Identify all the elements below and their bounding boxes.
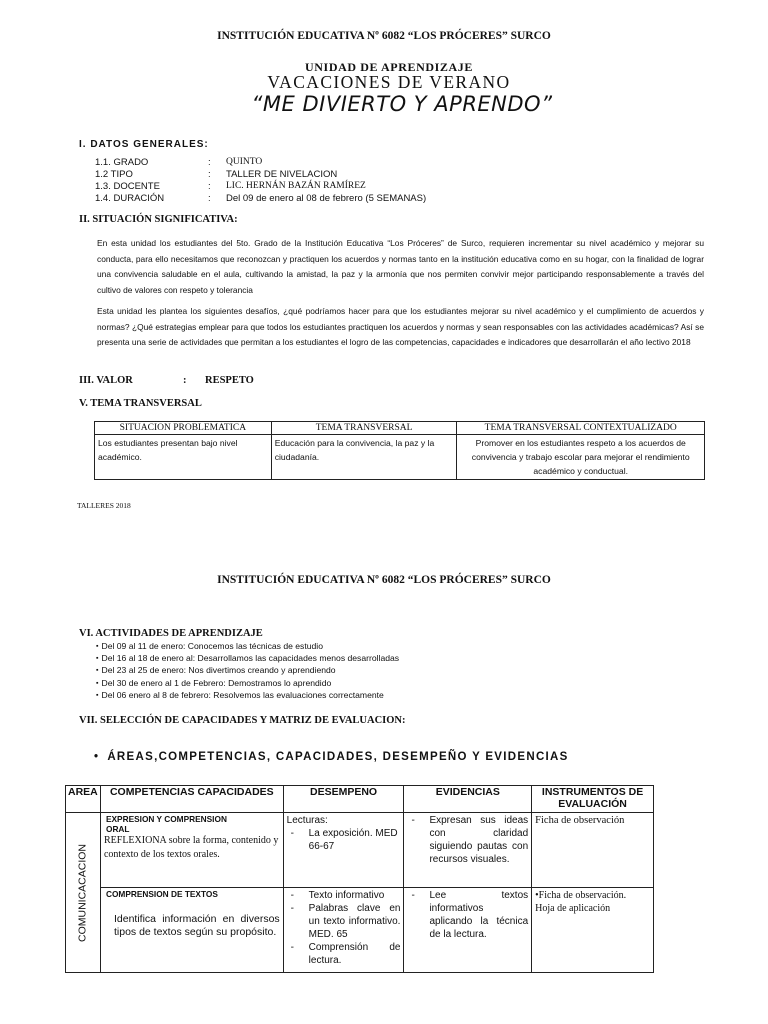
table-row [66, 813, 654, 888]
table-header-competencias: COMPETENCIAS CAPACIDADES [100, 786, 283, 813]
instrumentos-cell [532, 813, 654, 888]
valor-colon: : [183, 375, 187, 386]
desempeno-list [287, 827, 401, 853]
situacion-paragraph-2: Esta unidad les plantea los siguientes desafíos, ¿qué podríamos hacer para que los estudiantes mejorar su nivel académico y el cumplimiento de acuerdos y normas? ¿Qué estrategias emplear para que todos los estudiantes practiquen los acuerdos y normas y sean responsables con las actividades académicas? Así se presenta una serie de actividades que permitan a los estudiantes el logro de las competencias, capacidades e indicadores que desarrollarán el año lectivo 2018 [97, 306, 704, 348]
instrumentos-cell [532, 888, 654, 973]
unit-title: VACACIONES DE VERANO [267, 72, 511, 92]
desempeno-cell [283, 813, 404, 888]
instrumento-item: Hoja de aplicación [535, 903, 611, 914]
table-row [66, 888, 654, 973]
list-item: - Expresan sus ideas con claridad siguiendo pautas con recursos visuales. [407, 814, 528, 866]
table-header-cell: SITUACION PROBLEMATICA [95, 422, 272, 435]
section-datos-generales-title: I. DATOS GENERALES: [79, 139, 209, 150]
list-item: - Lee textos informativos aplicando la técnica de la lectura. [407, 889, 528, 941]
table-header-desempeno: DESEMPENO [283, 786, 404, 813]
list-item: - La exposición. MED 66-67 [287, 827, 401, 853]
datos-colon: : [208, 157, 211, 168]
table-cell: Promover en los estudiantes respeto a los acuerdos de convivencia y trabajo escolar para mejorar el rendimiento académico y conductual. [457, 435, 705, 480]
list-item: - Palabras clave en un texto informativo. MED. 65 [287, 902, 401, 941]
table-row [95, 435, 705, 480]
competencia-title: EXPRESION Y COMPRENSION ORAL [105, 814, 227, 834]
desempeno-intro: Lecturas: [286, 815, 328, 826]
instrumento-item: •Ficha de observación. [535, 890, 627, 901]
unit-motto: “ME DIVIERTO Y APRENDO” [251, 92, 553, 116]
datos-colon: : [208, 193, 211, 204]
competencia-cell [100, 888, 283, 973]
evidencias-list [407, 814, 528, 866]
list-item: - Comprensión de lectura. [287, 941, 401, 967]
actividades-list [96, 641, 399, 702]
table-header-cell: TEMA TRANSVERSAL [271, 422, 457, 435]
table-header-row [66, 786, 654, 813]
desempeno-list [287, 889, 401, 967]
section-actividades-title: VI. ACTIVIDADES DE APRENDIZAJE [79, 628, 263, 639]
areas-heading: • ÁREAS,COMPETENCIAS, CAPACIDADES, DESEMPEÑO Y EVIDENCIAS [94, 751, 569, 763]
table-header-evidencias: EVIDENCIAS [404, 786, 532, 813]
list-item: ▪ Del 09 al 11 de enero: Conocemos las técnicas de estudio [96, 641, 399, 653]
area-name: COMUNICACACION [76, 843, 89, 942]
table-header-instrumentos: INSTRUMENTOS DE EVALUACIÓN [532, 786, 654, 813]
table-cell: Educación para la convivencia, la paz y la ciudadanía. [271, 435, 457, 480]
datos-value: Del 09 de enero al 08 de febrero (5 SEMANAS) [226, 193, 427, 204]
competencia-text: REFLEXIONA sobre la forma, contenido y contexto de los textos orales. [103, 835, 279, 860]
list-item: ▪ Del 30 de enero al 1 de Febrero: Demostramos lo aprendido [96, 678, 399, 690]
evidencias-list [407, 889, 528, 941]
competencia-cell [100, 813, 283, 888]
page-footer: TALLERES 2018 [77, 501, 131, 510]
table-header-cell: TEMA TRANSVERSAL CONTEXTUALIZADO [457, 422, 705, 435]
list-item: ▪ Del 16 al 18 de enero al: Desarrollamos las capacidades menos desarrolladas [96, 653, 399, 665]
datos-colon: : [208, 181, 211, 192]
table-cell: Los estudiantes presentan bajo nivel académico. [95, 435, 272, 480]
list-item: - Texto informativo [287, 889, 401, 902]
table-header-area: AREA [66, 786, 101, 813]
section-tema-transversal-title: V. TEMA TRANSVERSAL [79, 398, 202, 409]
area-cell [66, 813, 101, 973]
datos-colon: : [208, 169, 211, 180]
valor-label: III. VALOR [79, 375, 133, 386]
institution-header: INSTITUCIÓN EDUCATIVA Nº 6082 “LOS PRÓCERES” SURCO [217, 30, 551, 42]
evidencias-cell [404, 888, 532, 973]
datos-label: 1.3. DOCENTE [95, 181, 160, 192]
tema-transversal-table [94, 421, 705, 480]
datos-label: 1.2 TIPO [95, 169, 133, 180]
desempeno-cell [283, 888, 404, 973]
datos-value: LIC. HERNÁN BAZÁN RAMÍREZ [226, 181, 366, 191]
datos-label: 1.1. GRADO [95, 157, 149, 168]
list-item: ▪ Del 06 enero al 8 de febrero: Resolvemos las evaluaciones correctamente [96, 690, 399, 702]
evaluation-matrix-table [65, 785, 654, 973]
datos-value: QUINTO [226, 157, 263, 167]
valor-value: RESPETO [205, 375, 254, 386]
competencia-text: Identifica información en diversos tipos de textos según su propósito. [113, 913, 280, 938]
section-seleccion-title: VII. SELECCIÓN DE CAPACIDADES Y MATRIZ DE EVALUACION: [79, 715, 406, 726]
competencia-title: COMPRENSION DE TEXTOS [105, 889, 218, 899]
evidencias-cell [404, 813, 532, 888]
institution-header: INSTITUCIÓN EDUCATIVA Nº 6082 “LOS PRÓCERES” SURCO [217, 574, 551, 586]
list-item: ▪ Del 23 al 25 de enero: Nos divertimos creando y aprendiendo [96, 665, 399, 677]
instrumento-item: Ficha de observación [535, 815, 625, 826]
datos-value: TALLER DE NIVELACION [226, 169, 338, 180]
section-situacion-title: II. SITUACIÓN SIGNIFICATIVA: [79, 214, 238, 225]
situacion-paragraph-1: En esta unidad los estudiantes del 5to. Grado de la Institución Educativa “Los Próceres” de Surco, requieren incrementar su nivel académico y mejorar su conducta, para ello necesitamos que reconozcan y practiquen los acuerdos y normas tanto en la institución educativa como en su hogar, con la finalidad de lograr una convivencia saludable en el aula, cultivando la amistad, la paz y la armonía que nos permiten convivir mejor participando responsablemente a través del cultivo de valores con respeto y tolerancia [97, 238, 704, 295]
unit-label: UNIDAD DE APRENDIZAJE [305, 60, 473, 74]
datos-label: 1.4. DURACIÓN [95, 193, 165, 204]
table-header-row [95, 422, 705, 435]
